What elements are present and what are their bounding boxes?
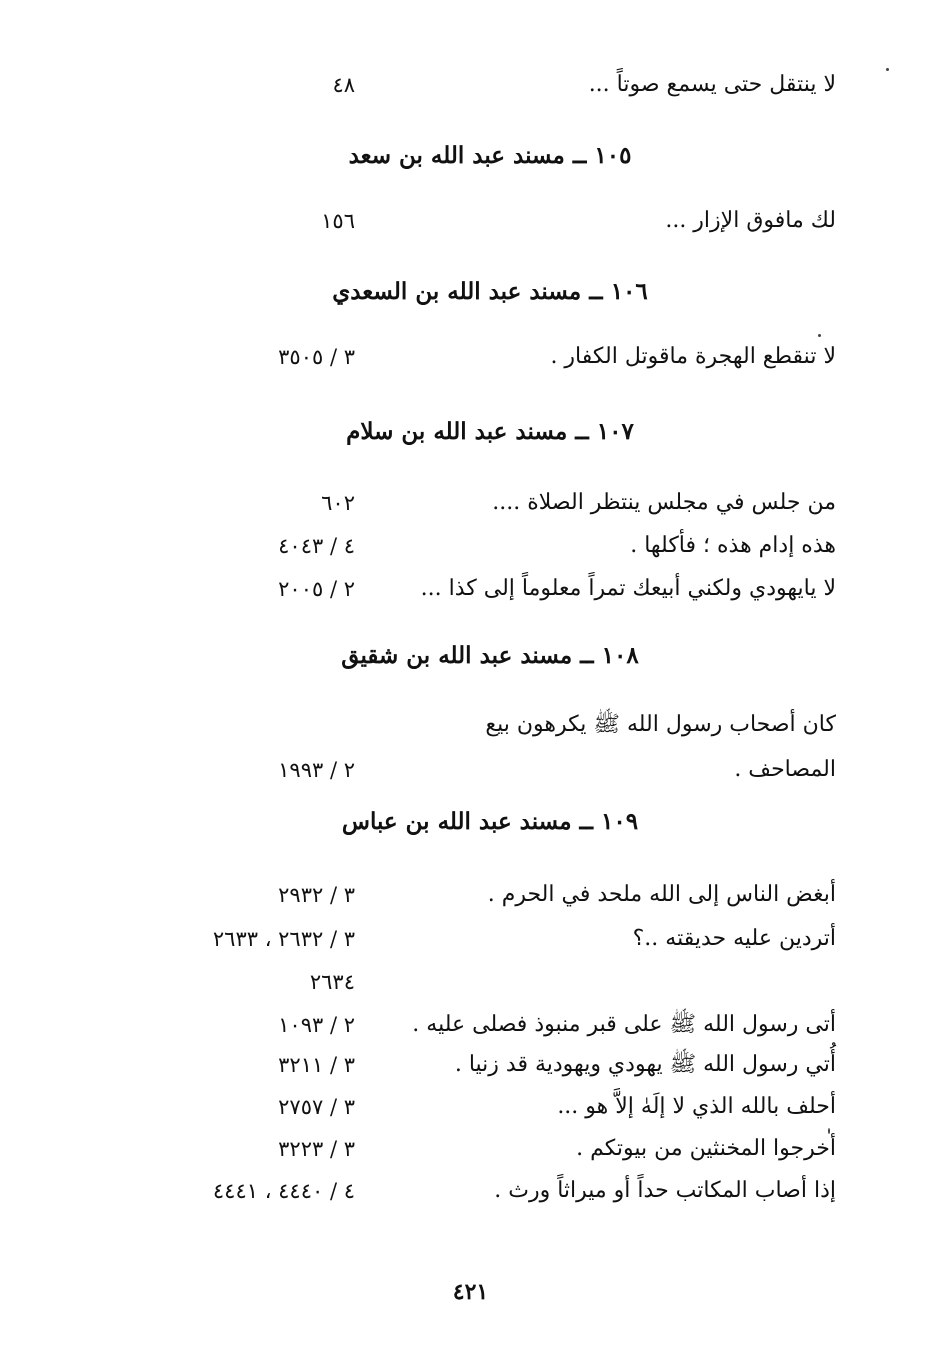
entry-reference: ٤ / ٤٠٤٣ xyxy=(278,534,355,558)
entry-text: أحلف بالله الذي لا إلَهٰ إلاَّ هو ... xyxy=(557,1094,836,1119)
entry-reference: ٣ / ٣٢٢٣ xyxy=(278,1137,355,1161)
entry-text: كان أصحاب رسول الله ﷺ يكرهون بيع xyxy=(485,712,836,737)
section-heading-106: ١٠٦ ــ مسند عبد الله بن السعدي xyxy=(332,278,648,305)
entry-reference: ٣ / ٣٥٠٥ xyxy=(278,345,355,369)
entry-reference: ١٥٦ xyxy=(321,209,355,233)
entry-text: أتى رسول الله ﷺ على قبر منبوذ فصلى عليه . xyxy=(412,1012,836,1037)
scan-speck xyxy=(828,1128,830,1134)
scan-speck xyxy=(818,334,821,337)
entry-reference: ٣ / ٢٦٣٢ ، ٢٦٣٣ xyxy=(212,927,355,951)
entry-reference: ٦٠٢ xyxy=(321,491,355,515)
entry-text: لك مافوق الإزار ... xyxy=(665,208,836,233)
entry-text: من جلس في مجلس ينتظر الصلاة .... xyxy=(492,490,836,515)
entry-text: أُتي رسول الله ﷺ يهودي ويهودية قد زنيا . xyxy=(454,1052,836,1077)
entry-reference: ٤٨ xyxy=(332,73,355,97)
page-number: ٤٢١ xyxy=(452,1279,489,1305)
entry-reference: ٢ / ١٩٩٣ xyxy=(278,758,355,782)
entry-reference: ٣ / ٢٩٣٢ xyxy=(278,883,355,907)
section-heading-108: ١٠٨ ــ مسند عبد الله بن شقيق xyxy=(341,642,639,669)
entry-text: لا تنقطع الهجرة ماقوتل الكفار . xyxy=(550,344,836,369)
entry-text: لا يايهودي ولكني أبيعك تمراً معلوماً إلى كذا ... xyxy=(420,576,836,601)
entry-text: أتردين عليه حديقته ..؟ xyxy=(632,926,836,951)
section-heading-105: ١٠٥ ــ مسند عبد الله بن سعد xyxy=(348,142,632,169)
entry-reference-continued: ٢٦٣٤ xyxy=(309,970,355,994)
entry-reference: ٣ / ٢٧٥٧ xyxy=(278,1095,355,1119)
section-heading-107: ١٠٧ ــ مسند عبد الله بن سلام xyxy=(346,418,634,445)
entry-text-continued: المصاحف . xyxy=(734,757,836,782)
entry-text: لا ينتقل حتى يسمع صوتاً ... xyxy=(588,72,836,97)
section-heading-109: ١٠٩ ــ مسند عبد الله بن عباس xyxy=(341,808,639,835)
entry-reference: ٤ / ٤٤٤٠ ، ٤٤٤١ xyxy=(212,1179,355,1203)
entry-reference: ٢ / ١٠٩٣ xyxy=(278,1013,355,1037)
entry-reference: ٣ / ٣٢١١ xyxy=(278,1053,355,1077)
scan-speck xyxy=(886,68,889,71)
entry-text: أبغض الناس إلى الله ملحد في الحرم . xyxy=(487,882,836,907)
entry-text: هذه إدام هذه ؛ فأكلها . xyxy=(630,533,836,558)
entry-text: أخرجوا المخنثين من بيوتكم . xyxy=(576,1136,836,1161)
entry-reference: ٢ / ٢٠٠٥ xyxy=(278,577,355,601)
entry-text: إذا أصاب المكاتب حداً أو ميراثاً ورث . xyxy=(494,1178,836,1203)
